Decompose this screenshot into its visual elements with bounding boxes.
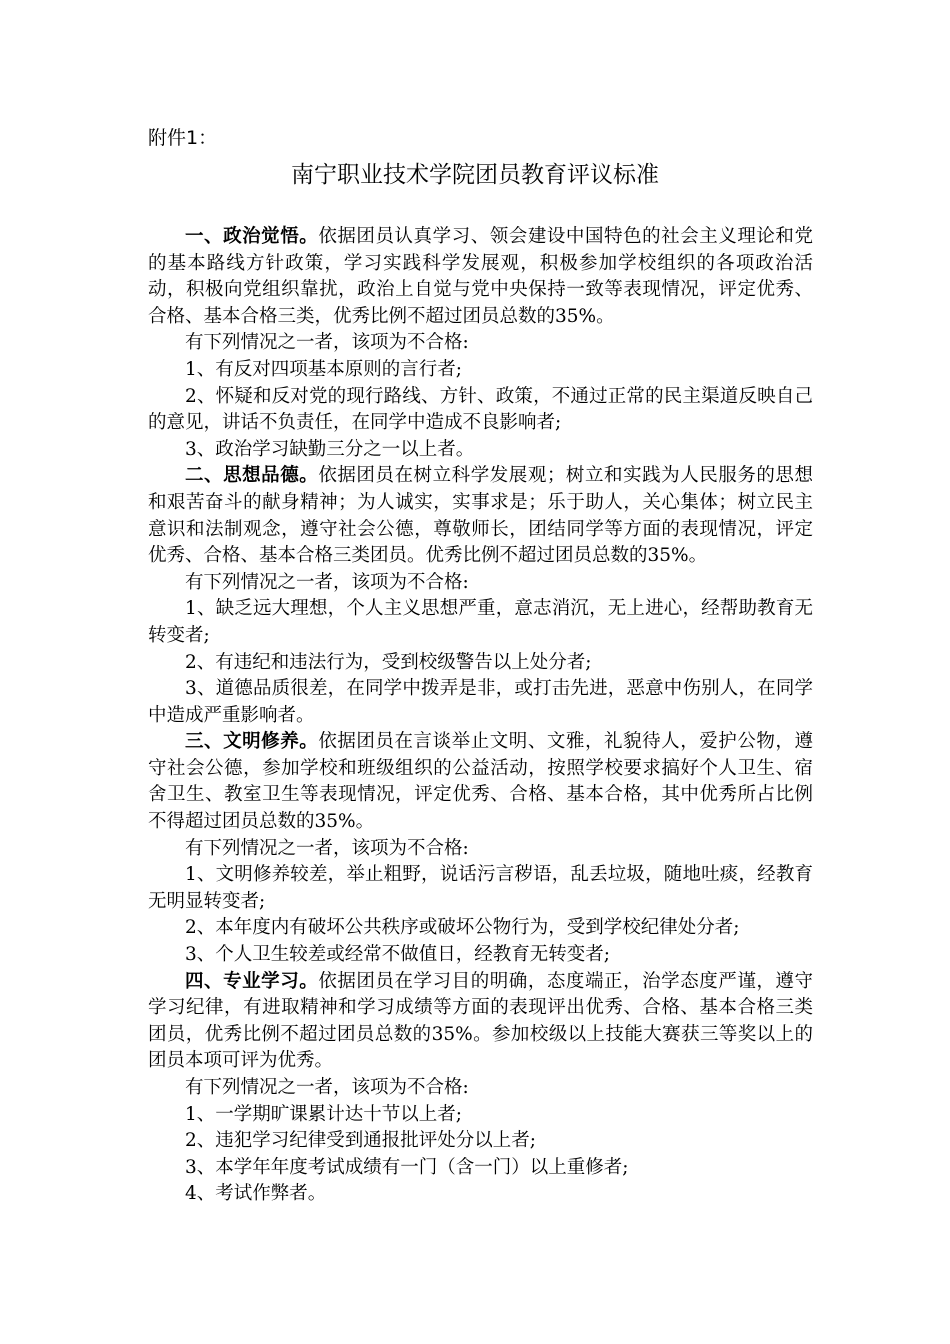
criteria-item: 1、有反对四项基本原则的言行者; [185, 358, 463, 380]
criteria-item: 1、一学期旷课累计达十节以上者; [185, 1103, 463, 1125]
section-paragraph [148, 463, 813, 569]
criteria-item: 3、政治学习缺勤三分之一以上者。 [185, 438, 475, 460]
section-description: 依据团员认真学习、领会建设中国特色的社会主义理论和党的基本路线方针政策，学习实践科学发展观，积极参加学校组织的各项政治活动，积极向党组织靠扰，政治上自觉与党中央保持一致等表现情况，评定优秀、合格、基本合格三类，优秀比例不超过团员总数的35%。 [148, 226, 813, 327]
section-heading: 一、政治觉悟。 [185, 226, 319, 247]
criteria-item: 4、考试作弊者。 [185, 1183, 327, 1205]
criteria-item: 1、缺乏远大理想，个人主义思想严重，意志消沉，无上进心，经帮助教育无转变者; [148, 598, 813, 646]
section-heading: 三、文明修养。 [185, 731, 319, 753]
criteria-item: 3、道德品质很差，在同学中拨弄是非，或打击先进，恶意中伤别人，在同学中造成严重影响者。 [148, 678, 813, 726]
criteria-item: 1、文明修养较差，举止粗野，说话污言秽语，乱丢垃圾，随地吐痰，经教育无明显转变者; [148, 864, 813, 912]
fail-criteria-intro: 有下列情况之一者，该项为不合格: [185, 571, 469, 593]
section-paragraph [148, 729, 813, 835]
fail-criteria-intro: 有下列情况之一者，该项为不合格: [185, 332, 469, 354]
criteria-item: 2、怀疑和反对党的现行路线、方针、政策，不通过正常的民主渠道反映自己的意见，讲话不负责任，在同学中造成不良影响者; [148, 385, 813, 434]
section-heading: 二、思想品德。 [185, 465, 319, 487]
criteria-item: 2、有违纪和违法行为，受到校级警告以上处分者; [185, 651, 592, 673]
criteria-item: 2、违犯学习纪律受到通报批评处分以上者; [185, 1130, 537, 1152]
criteria-item: 3、本学年年度考试成绩有一门（含一门）以上重修者; [185, 1156, 629, 1178]
attachment-label: 附件1： [148, 127, 218, 149]
section-paragraph [148, 224, 813, 330]
document-body [148, 224, 813, 1208]
section-heading: 四、专业学习。 [185, 970, 319, 992]
section-description: 依据团员在树立科学发展观；树立和实践为人民服务的思想和艰苦奋斗的献身精神；为人诚实，实事求是；乐于助人，关心集体；树立民主意识和法制观念，遵守社会公德，尊敬师长，团结同学等方面的表现情况，评定优秀、合格、基本合格三类团员。优秀比例不超过团员总数的35%。 [148, 465, 813, 567]
fail-criteria-intro: 有下列情况之一者，该项为不合格: [185, 1077, 469, 1098]
criteria-item: 2、本年度内有破坏公共秩序或破坏公物行为，受到学校纪律处分者; [185, 917, 740, 939]
section-description: 依据团员在学习目的明确，态度端正，治学态度严谨，遵守学习纪律，有进取精神和学习成绩等方面的表现评出优秀、合格、基本合格三类团员，优秀比例不超过团员总数的35%。参加校级以上技能大赛获三等奖以上的团员本项可评为优秀。 [148, 970, 813, 1072]
fail-criteria-intro: 有下列情况之一者，该项为不合格: [185, 837, 469, 859]
criteria-item: 3、个人卫生较差或经常不做值日，经教育无转变者; [185, 944, 611, 966]
section-description: 依据团员在言谈举止文明、文雅，礼貌待人，爱护公物，遵守社会公德，参加学校和班级组织的公益活动，按照学校要求搞好个人卫生、宿舍卫生、教室卫生等表现情况，评定优秀、合格、基本合格，其中优秀所占比例不得超过团员总数的35%。 [148, 731, 813, 833]
section-paragraph [148, 969, 813, 1075]
document-title: 南宁职业技术学院团员教育评议标准 [291, 162, 659, 188]
